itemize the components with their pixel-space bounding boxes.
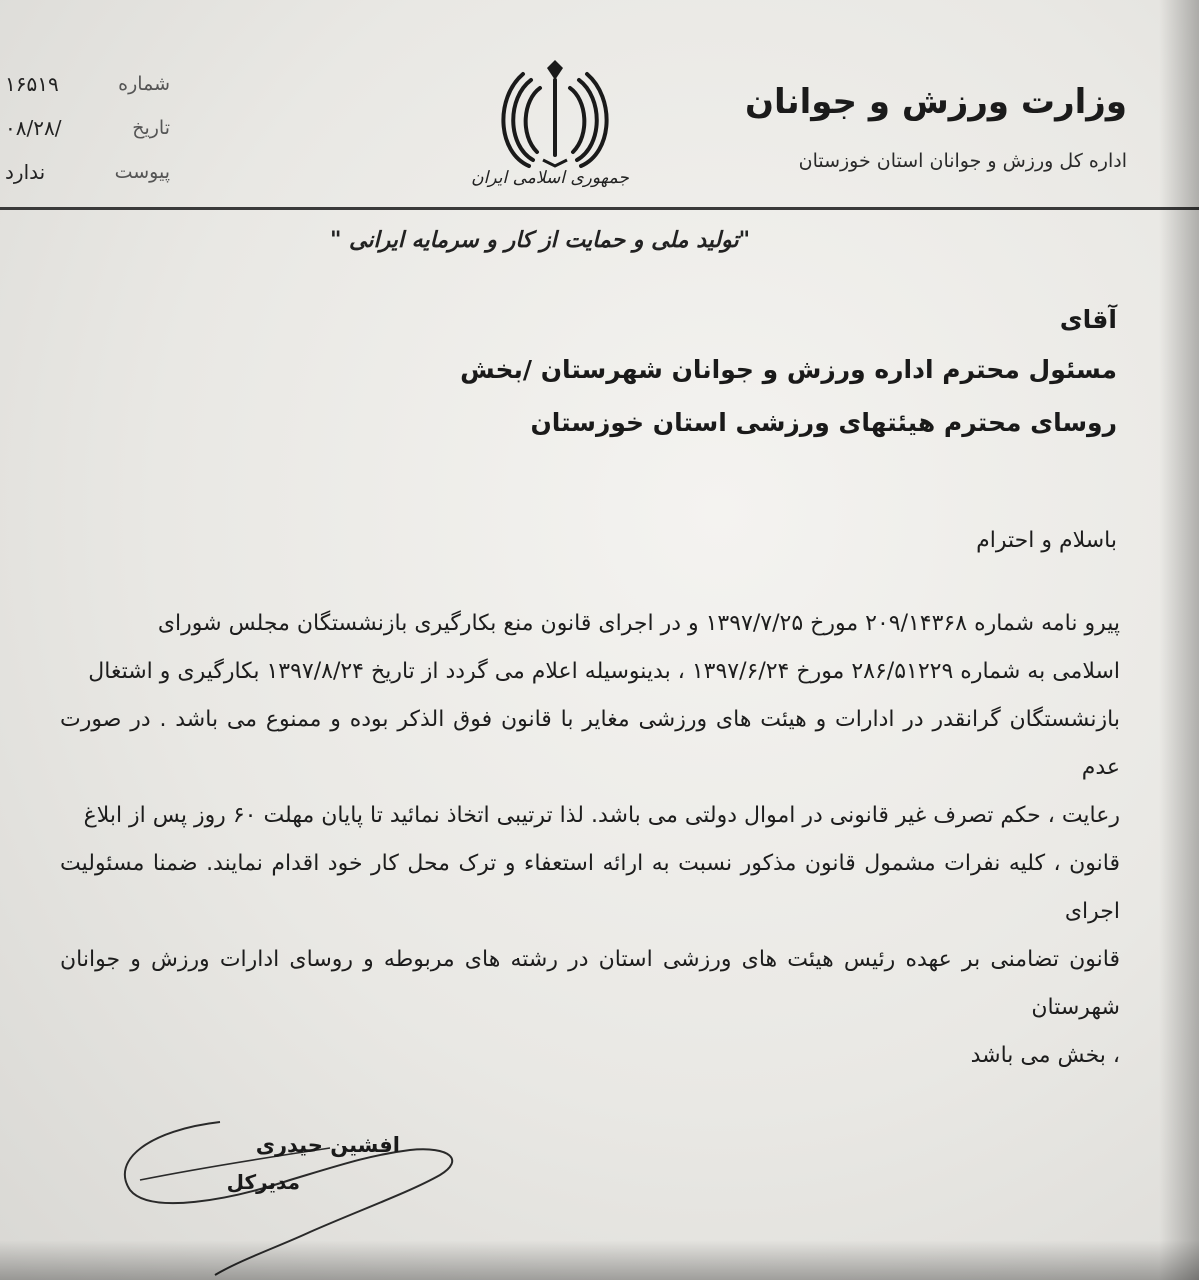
body-line: رعایت ، حکم تصرف غیر قانونی در اموال دولتی می باشد. لذا ترتیبی اتخاذ نمائید تا پایان مهلت ۶۰ روز پس از ابلاغ: [83, 803, 1120, 828]
ref-number-row: [0, 62, 170, 106]
ref-date-value: ۰۸/۲۸/: [5, 116, 62, 140]
body-line: ، بخش می باشد: [970, 1043, 1120, 1068]
page-shadow-bottom: [0, 1240, 1199, 1280]
ref-date-label: تاریخ: [132, 117, 170, 139]
body-line: بازنشستگان گرانقدر در ادارات و هیئت های ورزشی مغایر با قانون فوق الذکر بوده و ممنوع می باشد . در صورت عدم: [60, 707, 1120, 780]
ministry-title: وزارت ورزش و جوانان: [745, 82, 1127, 122]
signatory-name: افشین حیدری: [255, 1133, 400, 1157]
header-divider: [0, 207, 1199, 210]
emblem-caption: جمهوری اسلامی ایران: [471, 168, 629, 188]
department-name: اداره کل ورزش و جوانان استان خوزستان: [798, 150, 1127, 172]
body-line: پیرو نامه شماره ۲۰۹/۱۴۳۶۸ مورخ ۱۳۹۷/۷/۲۵ و در اجرای قانون منع بکارگیری بازنشستگان مجلس شورای: [157, 611, 1120, 636]
body-line: قانون ، کلیه نفرات مشمول قانون مذکور نسبت به ارائه استعفاء و ترک محل کار خود اقدام نمایند. ضمنا مسئولیت اجرای: [60, 851, 1120, 924]
page-shadow-right: [1159, 0, 1199, 1280]
reference-block: [0, 62, 170, 194]
ref-attachment-row: [0, 150, 170, 194]
body-line: قانون تضامنی بر عهده رئیس هیئت های ورزشی استان در رشته های مربوطه و روسای ادارات ورزش و جوانان شهرستان: [60, 947, 1120, 1020]
addressee-line-2: مسئول محترم اداره ورزش و جوانان شهرستان /بخش: [460, 355, 1117, 384]
signatory-title: مدیرکل: [226, 1170, 300, 1194]
body-line: اسلامی به شماره ۲۸۶/۵۱۲۲۹ مورخ ۱۳۹۷/۶/۲۴ ، بدینوسیله اعلام می گردد از تاریخ ۱۳۹۷/۸/۲۴ بکارگیری و اشتغال: [88, 659, 1120, 684]
slogan: "تولید ملی و حمایت از کار و سرمایه ایرانی ": [329, 228, 751, 253]
addressee-line-1: آقای: [1059, 305, 1117, 334]
letter-body: [60, 600, 1120, 1080]
ref-number-label: شماره: [118, 73, 170, 95]
ref-attachment-label: پیوست: [114, 161, 170, 183]
addressee-line-3: روسای محترم هیئتهای ورزشی استان خوزستان: [530, 408, 1117, 437]
greeting: باسلام و احترام: [976, 528, 1117, 553]
ref-attachment-value: ندارد: [5, 160, 46, 184]
ref-date-row: [0, 106, 170, 150]
ref-number-value: ۱۶۵۱۹: [5, 72, 59, 96]
